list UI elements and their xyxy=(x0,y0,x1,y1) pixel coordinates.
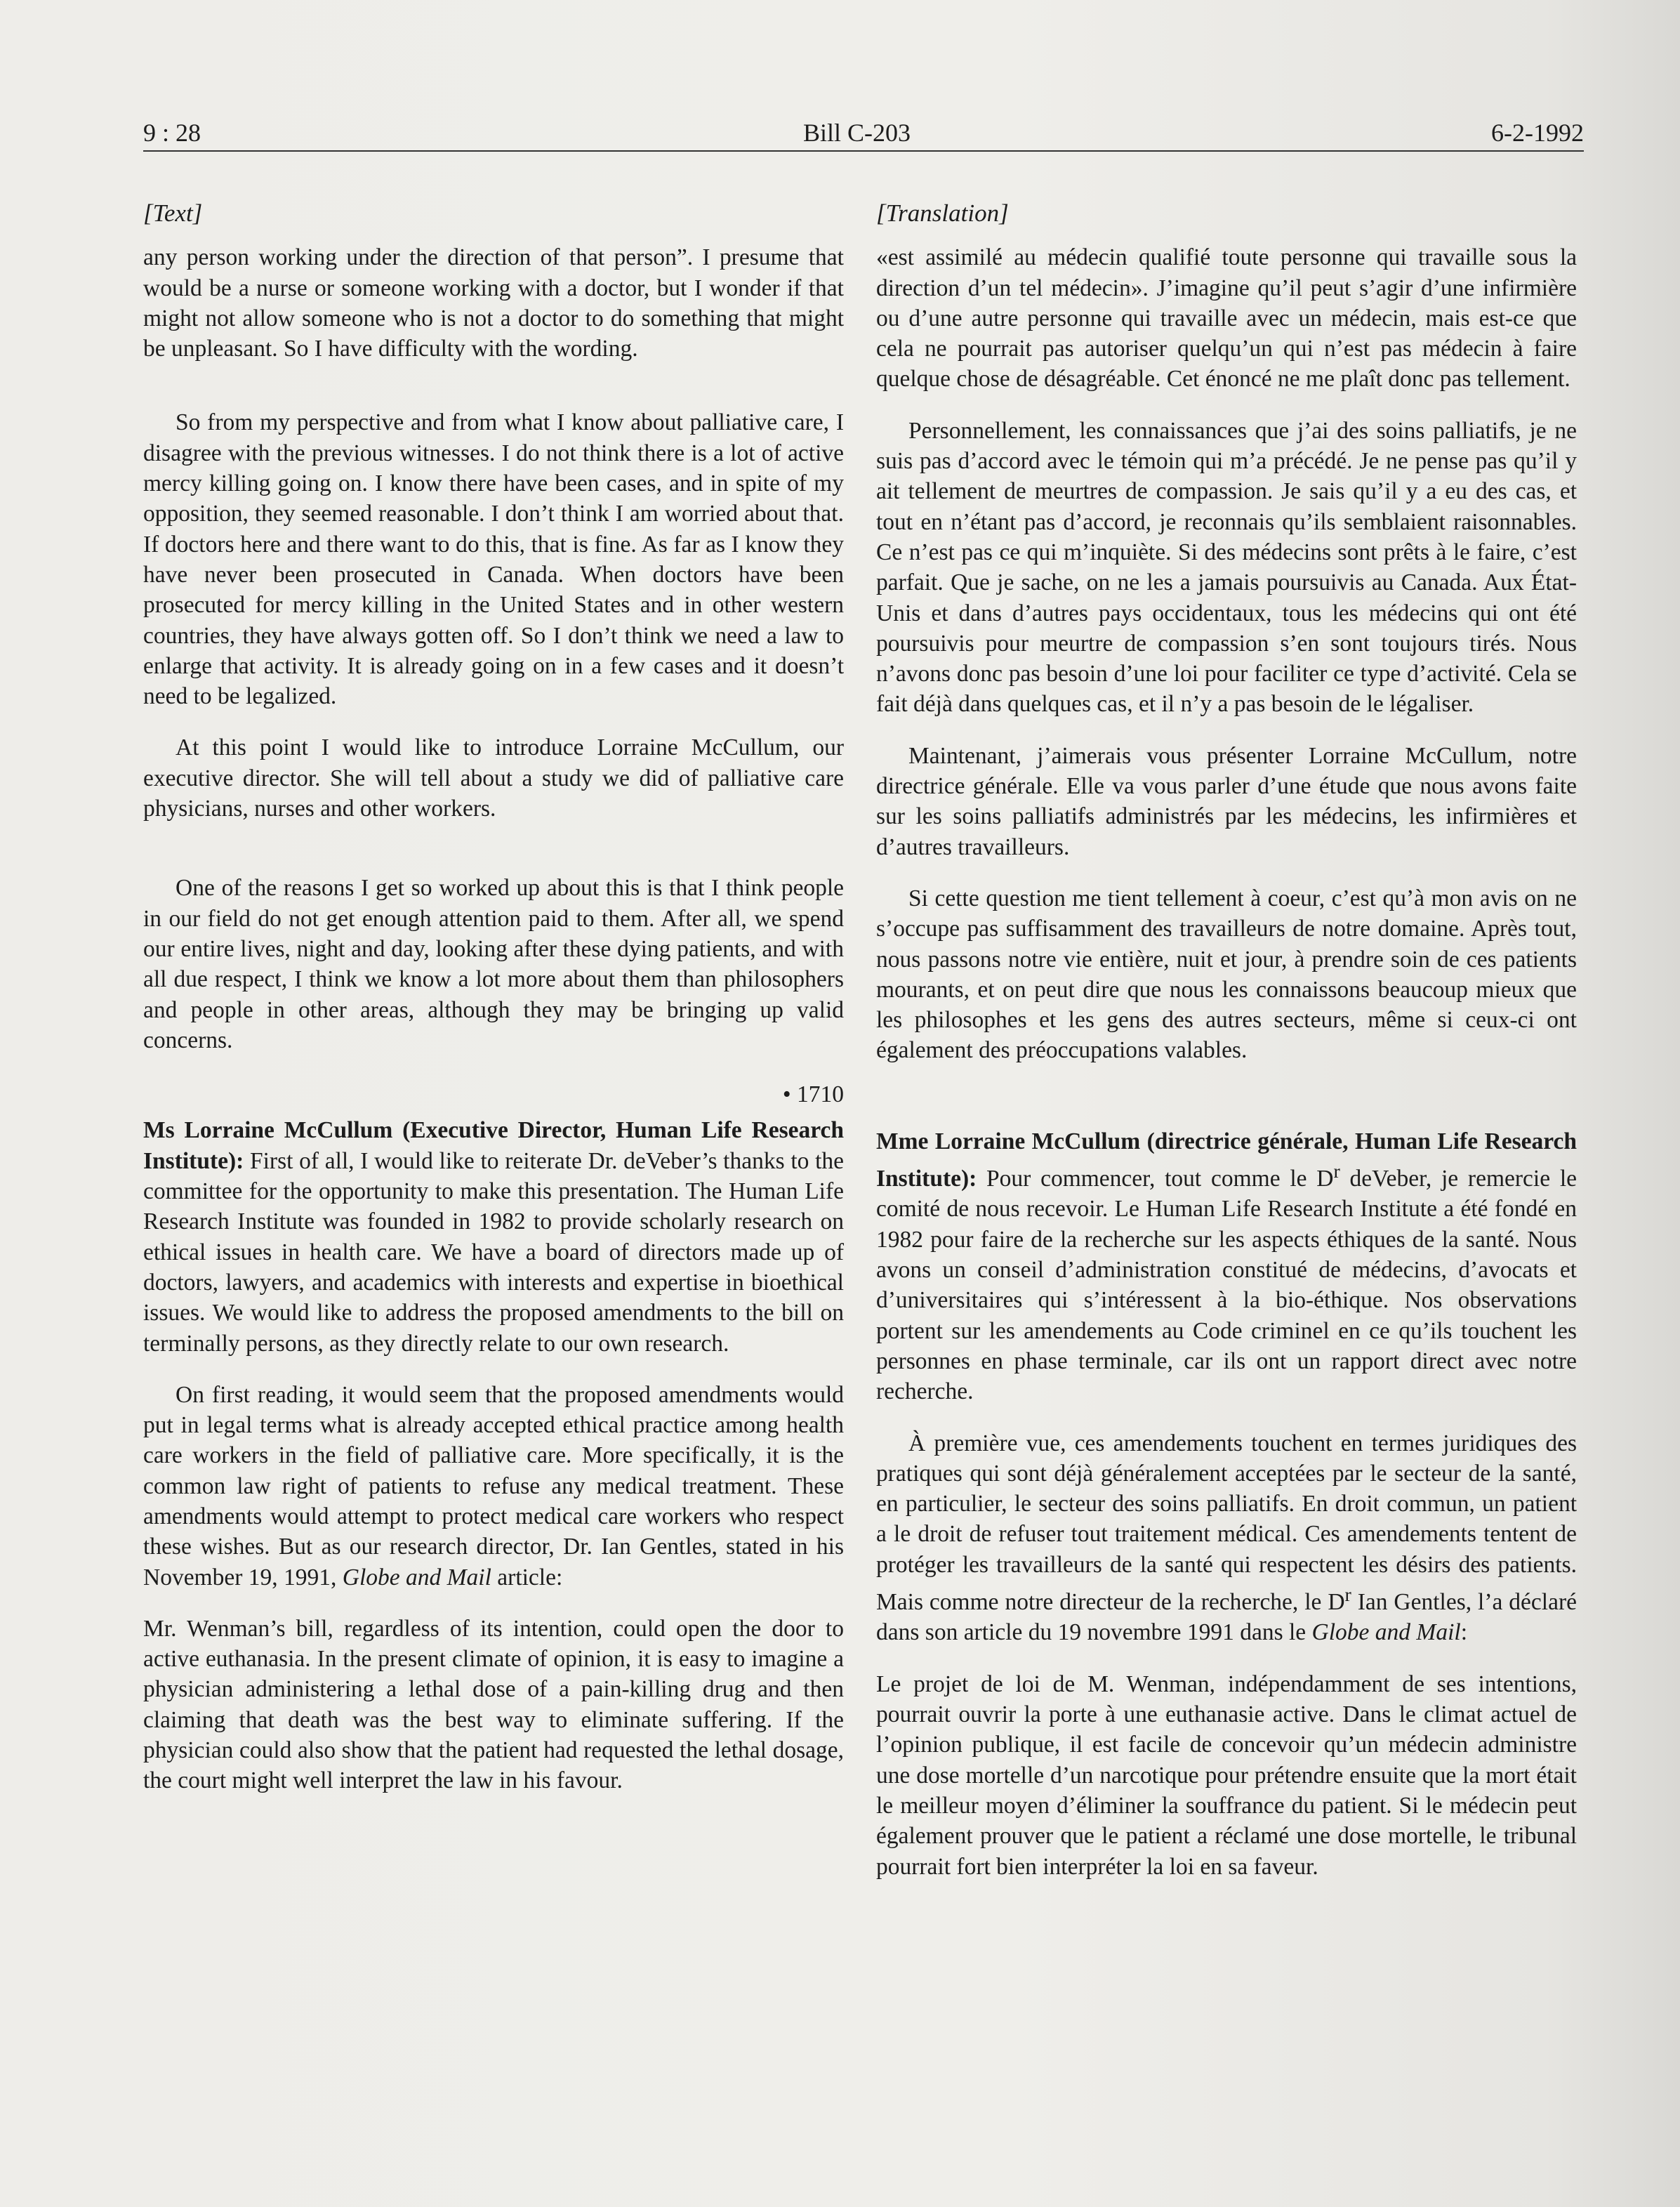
paragraph: One of the reasons I get so worked up about this is that I think people in our field do not get enough attention paid to them. After all, we spend our entire lives, night and day, looking after these dying patients, and with all due respect, I think we know a lot more about them than philosophers and people in other areas, although they may be bringing up valid concerns. xyxy=(143,875,844,1053)
page-header xyxy=(143,118,1584,153)
paragraph-end: : xyxy=(1460,1619,1467,1646)
bill-title: Bill C-203 xyxy=(803,119,911,147)
superscript: r xyxy=(1333,1161,1340,1183)
paragraph: any person working under the direction of that person”. I presume that would be a nurse or someone working with a doctor, but I wonder if that might not allow someone who is not a doctor to do something that might be unpleasant. So I have difficulty with the wording. xyxy=(143,244,844,362)
speaker-name: Mme Lorraine McCullum (directrice générale, Human Life Research Institute): xyxy=(876,1128,1577,1192)
speaker-paragraph xyxy=(876,1126,1577,1407)
english-column xyxy=(143,198,844,1817)
paragraph: Personnellement, les connaissances que j’ai des soins palliatifs, je ne suis pas d’accord avec le témoin qui m’a précédé. Je ne pense pas qu’il y ait tellement de meurtres de compassion. Je sais qu’il y a eu des cas, et tout en n’étant pas d’accord, je reconnais qu’ils semblaient raisonnables. Ce n’est pas ce qui m’inquiète. Si des médecins sont prêts à le faire, c’est parfait. Que je sache, on ne les a jamais poursuivis au Canada. Aux État-Unis et dans d’autres pays occidentaux, tous les médecins qui ont été poursuivis pour meurtre de compassion s’en sont toujours tirés. Nous n’avons donc pas besoin d’une loi pour faciliter ce type d’activité. Cela se fait déjà dans quelques cas, et il n’y a pas besoin de le légaliser. xyxy=(876,417,1577,718)
paragraph: Maintenant, j’aimerais vous présenter Lorraine McCullum, notre directrice générale. Elle va vous parler d’une étude que nous avons faite sur les soins palliatifs administrés par les médecins, les infirmières et d’autres travailleurs. xyxy=(876,742,1577,860)
text-label: [Text] xyxy=(143,199,203,227)
paragraph: So from my perspective and from what I know about palliative care, I disagree with the previous witnesses. I do not think there is a lot of active mercy killing going on. I know there have been cases, and in spite of my opposition, they seemed reasonable. I don’t think I am worried about that. If doctors here and there want to do this, that is fine. As far as I know they have never been prosecuted in Canada. When doctors have been prosecuted for mercy killing in the United States and in other western countries, they have always gotten off. So I don’t think we need a law to enlarge that activity. It is already going on in a few cases and it doesn’t need to be legalized. xyxy=(143,409,844,710)
paragraph: At this point I would like to introduce Lorraine McCullum, our executive director. She will tell about a study we did of palliative care physicians, nurses and other workers. xyxy=(143,734,844,822)
speaker-name: Ms Lorraine McCullum (Executive Director, Human Life Research Institute): xyxy=(143,1117,844,1174)
page-number: 9 : 28 xyxy=(143,119,201,147)
speaker-paragraph xyxy=(143,1115,844,1358)
paragraph xyxy=(876,1428,1577,1648)
paragraph-text-cont: Ian Gentles, l’a déclaré dans son article du 19 novembre 1991 dans le xyxy=(876,1589,1577,1646)
publication-name: Globe and Mail xyxy=(342,1564,491,1590)
publication-name: Globe and Mail xyxy=(1311,1619,1461,1646)
paragraph-text: On first reading, it would seem that the proposed amendments would put in legal terms what is already accepted ethical practice among health care workers in the field of palliative care. More specifically, it is the common law right of patients to refuse any medical treatment. These amendments would attempt to protect medical care workers who respect these wishes. But as our research director, Dr. Ian Gentles, stated in his November 19, 1991, xyxy=(143,1381,844,1590)
speaker-text: Pour commencer, tout comme le D xyxy=(977,1166,1334,1192)
quotation: Le projet de loi de M. Wenman, indépendamment de ses intentions, pourrait ouvrir la porte à une euthanasie active. Dans le climat actuel de l’opinion publique, il est facile de concevoir qu’un médecin administre une dose mortelle d’un narcotique pour prétendre ensuite que la mort était le meilleur moyen d’éliminer la souffrance du patient. Si le médecin peut également prouver que le patient a réclamé une dose mortelle, le tribunal pourrait fort bien interpréter la loi en sa faveur. xyxy=(876,1671,1577,1880)
paragraph: Si cette question me tient tellement à coeur, c’est qu’à mon avis on ne s’occupe pas suffisamment des travailleurs de notre domaine. Après tout, nous passons notre vie entière, nuit et jour, à prendre soin de ces patients mourants, et on peut dire que nous les connaissons beaucoup mieux que les philosophes et les gens des autres secteurs, même si ceux-ci ont également des préoccupations valables. xyxy=(876,885,1577,1064)
paragraph: «est assimilé au médecin qualifié toute personne qui travaille sous la direction d’un tel médecin». J’imagine qu’il peut s’agir d’une infirmière ou d’une autre personne qui travaille avec un médecin, mais est-ce que cela ne pourrait pas autoriser quelqu’un qui n’est pas médecin à faire quelque chose de désagréable. Cet énoncé ne me plaît donc pas tellement. xyxy=(876,244,1577,393)
translation-label: [Translation] xyxy=(876,199,1009,227)
quotation: Mr. Wenman’s bill, regardless of its intention, could open the door to active euthanasia. In the present climate of opinion, it is easy to imagine a physician administering a lethal dose of a pain-killing drug and then claiming that death was the best way to eliminate suffering. If the physician could also show that the patient had requested the lethal dosage, the court might well interpret the law in his favour. xyxy=(143,1615,844,1794)
speaker-text-cont: deVeber, je remercie le comité de nous recevoir. Le Human Life Research Institute a été fondé en 1982 pour faire de la recherche sur les aspects éthiques de la santé. Nous avons un conseil d’administration constitué de médecins, d’avocats et d’universitaires qui s’intéressent à la bio-éthique. Nos observations portent sur les amendements au Code criminel en ce qu’ils touchent les personnes en phase terminale, car ils ont un rapport direct avec notre recherche. xyxy=(876,1166,1578,1405)
french-column xyxy=(876,198,1577,1903)
paragraph xyxy=(143,1380,844,1593)
speaker-text: First of all, I would like to reiterate Dr. deVeber’s thanks to the committee for the opportunity to make this presentation. The Human Life Research Institute was founded in 1982 to provide scholarly research on ethical issues in health care. We have a board of directors made up of doctors, lawyers, and academics with interests and expertise in bioethical issues. We would like to address the proposed amendments to the bill on terminally persons, as they directly relate to our own research. xyxy=(143,1147,844,1357)
header-date: 6-2-1992 xyxy=(1491,119,1584,147)
paragraph-text: À première vue, ces amendements touchent en termes juridiques des pratiques qui sont déjà généralement acceptées par le secteur de la santé, en particulier, le secteur des soins palliatifs. En droit commun, un patient a le droit de refuser tout traitement médical. Ces amendements tentent de protéger les travailleurs de la santé qui respectent les désirs des patients. Mais comme notre directeur de la recherche, le D xyxy=(876,1430,1577,1616)
superscript: r xyxy=(1344,1584,1351,1607)
timestamp: • 1710 xyxy=(782,1081,844,1108)
header-rule xyxy=(143,150,1584,152)
paragraph-end: article: xyxy=(491,1564,563,1590)
